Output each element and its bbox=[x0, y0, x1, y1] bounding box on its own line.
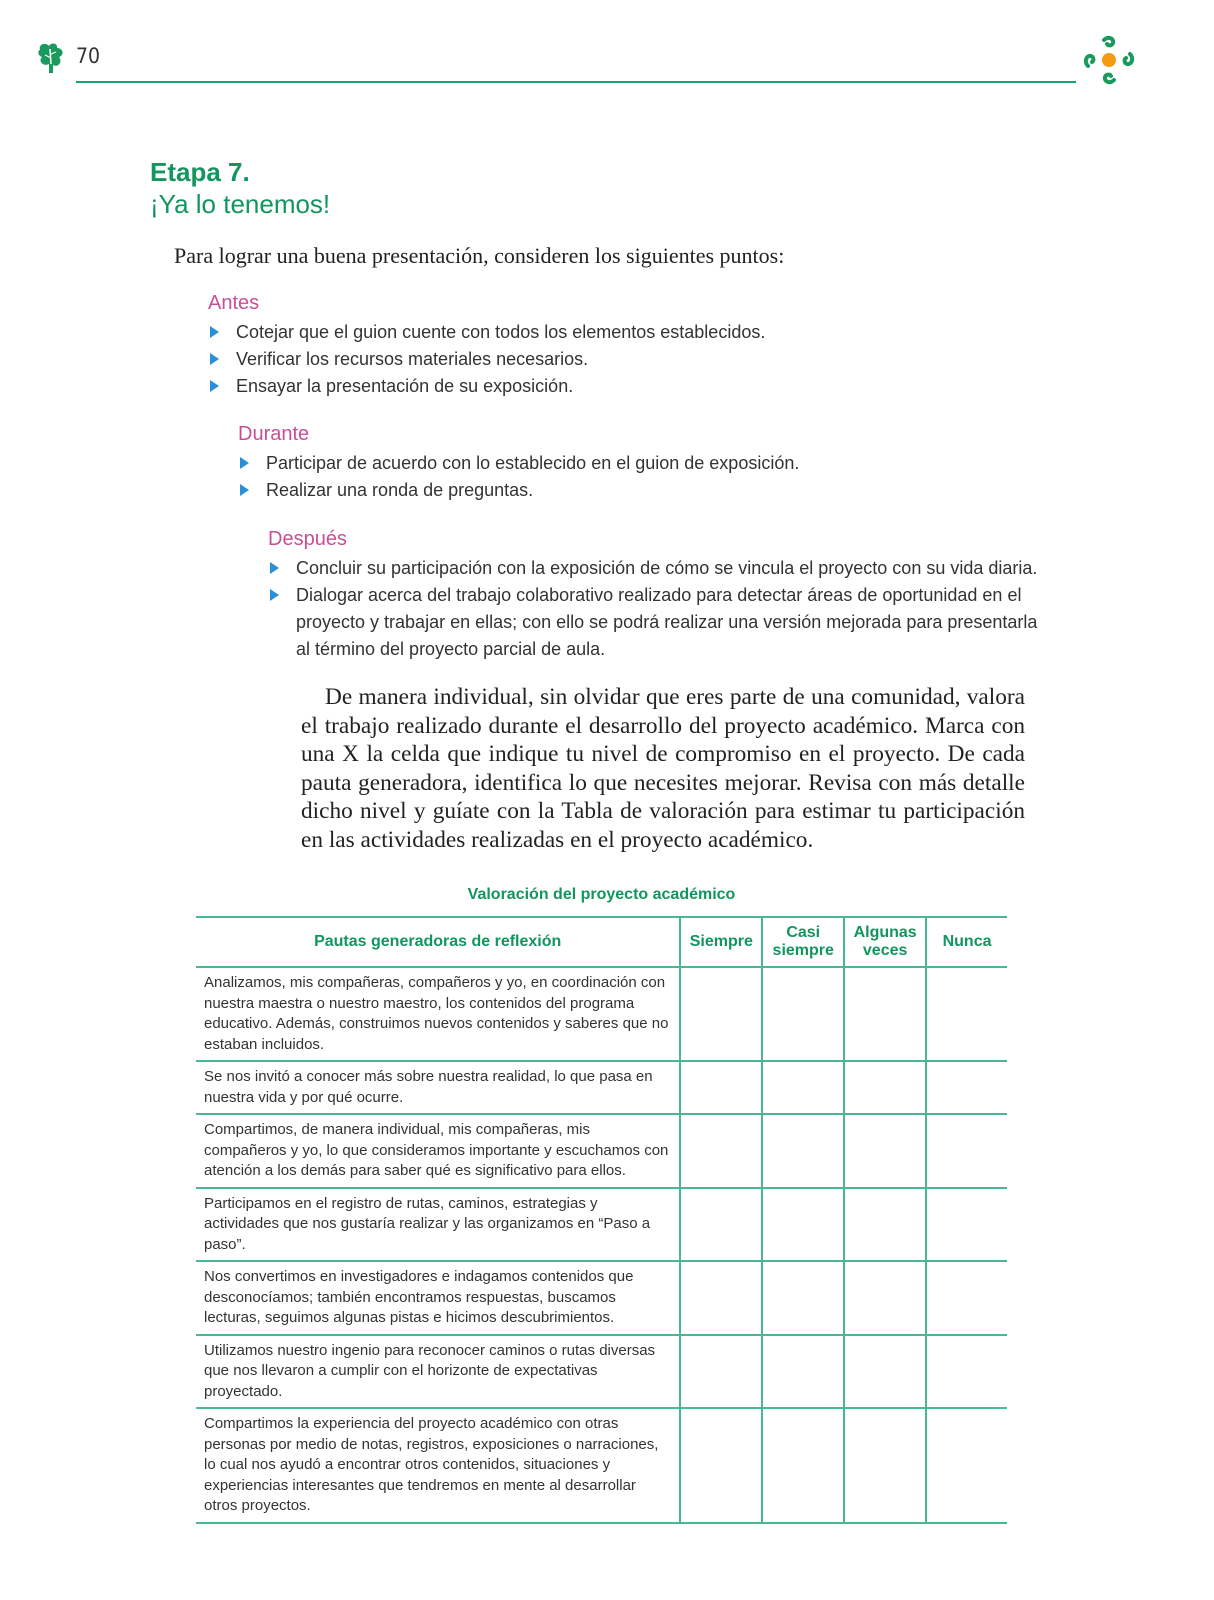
column-header-nunca: Nunca bbox=[926, 917, 1007, 967]
mark-cell-casi-siempre[interactable] bbox=[762, 967, 844, 1061]
list-item: Concluir su participación con la exposición de cómo se vincula el proyecto con su vida diaria. bbox=[268, 555, 1038, 582]
intro-paragraph: Para lograr una buena presentación, consideren los siguientes puntos: bbox=[174, 243, 785, 268]
mark-cell-nunca[interactable] bbox=[926, 1188, 1007, 1262]
mark-cell-casi-siempre[interactable] bbox=[762, 1188, 844, 1262]
column-header-siempre: Siempre bbox=[680, 917, 762, 967]
section-despues bbox=[268, 528, 1038, 663]
section-heading-antes: Antes bbox=[208, 292, 260, 314]
section-durante bbox=[238, 423, 799, 504]
mark-cell-nunca[interactable] bbox=[926, 1261, 1007, 1335]
list-item: Dialogar acerca del trabajo colaborativo realizado para detectar áreas de oportunidad en el proyecto y trabajar en ellas; con ello se podrá realizar una versión mejorada para presentarla al término del proyecto parcial de aula. bbox=[268, 582, 1038, 663]
mark-cell-casi-siempre[interactable] bbox=[762, 1408, 844, 1523]
page-number: 70 bbox=[76, 44, 101, 68]
column-header-casi-siempre: Casi siempre bbox=[762, 917, 844, 967]
mark-cell-casi-siempre[interactable] bbox=[762, 1114, 844, 1188]
mark-cell-nunca[interactable] bbox=[926, 1408, 1007, 1523]
instructions-paragraph: De manera individual, sin olvidar que eres parte de una comunidad, valora el trabajo realizado durante el desarrollo del proyecto académico. Marca con una X la celda que indique tu nivel de compromiso en el proyecto. De cada pauta generadora, identifica lo que necesites mejorar. Revisa con más detalle dicho nivel y guíate con la Tabla de valoración para estimar tu participación en las actividades realizadas en el proyecto académico. bbox=[301, 684, 1025, 853]
mark-cell-nunca[interactable] bbox=[926, 1061, 1007, 1114]
bullet-list-antes bbox=[208, 319, 765, 400]
table-row bbox=[196, 1114, 1007, 1188]
mark-cell-algunas-veces[interactable] bbox=[844, 1408, 926, 1523]
criterion-cell: Compartimos la experiencia del proyecto académico con otras personas por medio de notas, registros, exposiciones o narraciones, lo cual nos ayudó a encontrar otros contenidos, situaciones y experiencias interesantes que tendremos en mente al desarrollar otros proyectos. bbox=[196, 1408, 680, 1523]
table-row bbox=[196, 1261, 1007, 1335]
mark-cell-siempre[interactable] bbox=[680, 1114, 762, 1188]
bullet-list-despues bbox=[268, 555, 1038, 663]
section-antes bbox=[208, 292, 765, 400]
table-row bbox=[196, 1061, 1007, 1114]
mark-cell-siempre[interactable] bbox=[680, 1335, 762, 1409]
triangle-bullet-icon bbox=[240, 484, 249, 496]
stage-subtitle: ¡Ya lo tenemos! bbox=[150, 189, 331, 219]
table-header-row bbox=[196, 917, 1007, 967]
criterion-cell: Utilizamos nuestro ingenio para reconocer caminos o rutas diversas que nos llevaron a cumplir con el horizonte de expectativas proyectado. bbox=[196, 1335, 680, 1409]
mark-cell-siempre[interactable] bbox=[680, 1061, 762, 1114]
mark-cell-algunas-veces[interactable] bbox=[844, 1261, 926, 1335]
mark-cell-algunas-veces[interactable] bbox=[844, 967, 926, 1061]
triangle-bullet-icon bbox=[270, 589, 279, 601]
community-circle-logo-icon bbox=[1082, 34, 1136, 86]
mark-cell-algunas-veces[interactable] bbox=[844, 1335, 926, 1409]
mark-cell-nunca[interactable] bbox=[926, 1114, 1007, 1188]
triangle-bullet-icon bbox=[210, 380, 219, 392]
bullet-list-durante bbox=[238, 450, 799, 504]
list-item: Verificar los recursos materiales necesarios. bbox=[208, 346, 765, 373]
leaf-emblem-icon bbox=[36, 40, 68, 74]
triangle-bullet-icon bbox=[210, 353, 219, 365]
mark-cell-nunca[interactable] bbox=[926, 967, 1007, 1061]
triangle-bullet-icon bbox=[270, 562, 279, 574]
header-rule bbox=[76, 81, 1076, 83]
list-item: Cotejar que el guion cuente con todos los elementos establecidos. bbox=[208, 319, 765, 346]
criterion-cell: Nos convertimos en investigadores e indagamos contenidos que desconocíamos; también encontramos respuestas, buscamos lecturas, seguimos algunas pistas e hicimos descubrimientos. bbox=[196, 1261, 680, 1335]
table-row bbox=[196, 1335, 1007, 1409]
table-caption: Valoración del proyecto académico bbox=[467, 886, 736, 903]
list-item: Ensayar la presentación de su exposición. bbox=[208, 373, 765, 400]
list-item: Realizar una ronda de preguntas. bbox=[238, 477, 799, 504]
mark-cell-casi-siempre[interactable] bbox=[762, 1061, 844, 1114]
criterion-cell: Se nos invitó a conocer más sobre nuestra realidad, lo que pasa en nuestra vida y por qué ocurre. bbox=[196, 1061, 680, 1114]
column-header-algunas-veces: Algunas veces bbox=[844, 917, 926, 967]
table-row bbox=[196, 1408, 1007, 1523]
triangle-bullet-icon bbox=[210, 326, 219, 338]
criterion-cell: Analizamos, mis compañeras, compañeros y yo, en coordinación con nuestra maestra o nuestro maestro, los contenidos del programa educativo. Además, construimos nuevos contenidos y saberes que no estaban incluidos. bbox=[196, 967, 680, 1061]
mark-cell-casi-siempre[interactable] bbox=[762, 1261, 844, 1335]
column-header-criteria: Pautas generadoras de reflexión bbox=[196, 917, 680, 967]
mark-cell-siempre[interactable] bbox=[680, 967, 762, 1061]
stage-title: Etapa 7. bbox=[150, 157, 250, 187]
mark-cell-siempre[interactable] bbox=[680, 1188, 762, 1262]
mark-cell-siempre[interactable] bbox=[680, 1408, 762, 1523]
mark-cell-casi-siempre[interactable] bbox=[762, 1335, 844, 1409]
mark-cell-algunas-veces[interactable] bbox=[844, 1188, 926, 1262]
criterion-cell: Participamos en el registro de rutas, caminos, estrategias y actividades que nos gustaría realizar y las organizamos en “Paso a paso”. bbox=[196, 1188, 680, 1262]
table-row bbox=[196, 967, 1007, 1061]
section-heading-durante: Durante bbox=[238, 423, 310, 445]
mark-cell-siempre[interactable] bbox=[680, 1261, 762, 1335]
section-heading-despues: Después bbox=[268, 528, 347, 550]
mark-cell-algunas-veces[interactable] bbox=[844, 1061, 926, 1114]
mark-cell-algunas-veces[interactable] bbox=[844, 1114, 926, 1188]
criterion-cell: Compartimos, de manera individual, mis compañeras, mis compañeros y yo, lo que consideramos importante y escuchamos con atención a los demás para saber qué es significativo para ellos. bbox=[196, 1114, 680, 1188]
list-item: Participar de acuerdo con lo establecido en el guion de exposición. bbox=[238, 450, 799, 477]
table-row bbox=[196, 1188, 1007, 1262]
triangle-bullet-icon bbox=[240, 457, 249, 469]
evaluation-table bbox=[196, 916, 1007, 1524]
mark-cell-nunca[interactable] bbox=[926, 1335, 1007, 1409]
